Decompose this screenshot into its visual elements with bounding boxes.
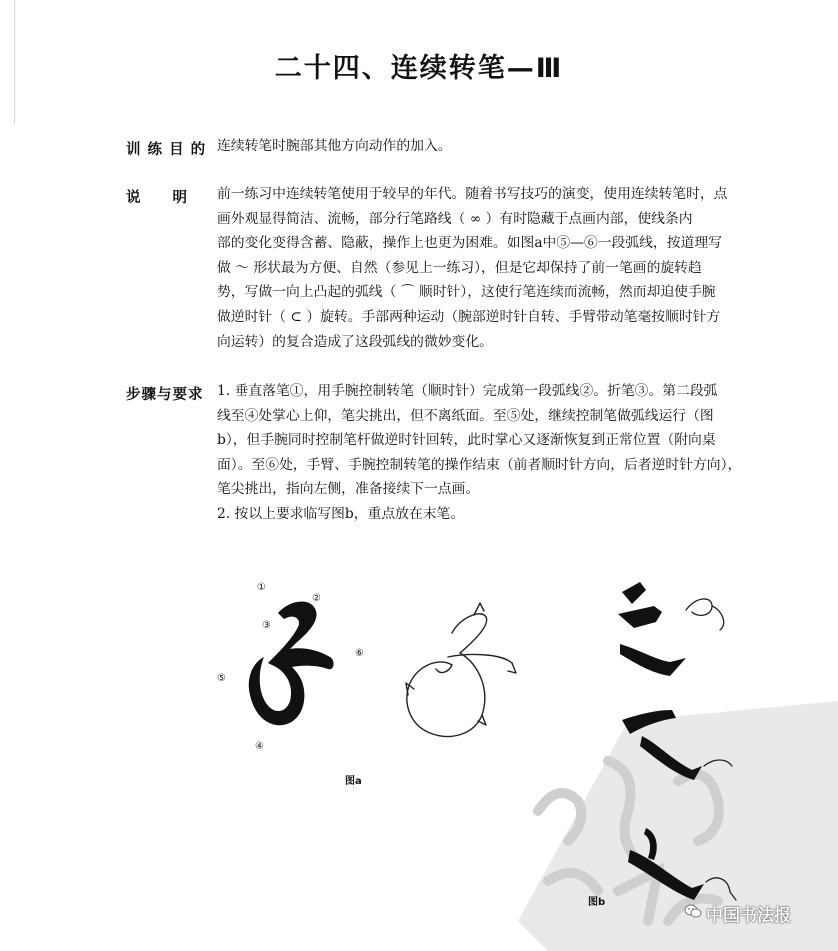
steps-line: 1. 垂直落笔①，用手腕控制转笔（顺时针）完成第一段弧线②。折笔③。第二段弧 bbox=[217, 383, 718, 399]
explanation-line: 画外观显得简洁、流畅，部分行笔路线（ ∞ ）有时隐藏于点画内部，使线条内 bbox=[217, 210, 693, 227]
steps-text bbox=[217, 379, 747, 527]
page-title: 二十四、连续转笔—Ⅲ bbox=[274, 53, 564, 84]
purpose-line: 连续转笔时腕部其他方向动作的加入。 bbox=[217, 138, 452, 154]
figure-a-marker-3: ③ bbox=[262, 620, 271, 631]
section-label-steps: 步骤与要求 bbox=[126, 387, 204, 403]
figure-a-marker-6: ⑥ bbox=[355, 648, 364, 659]
figure-a-stroke-path bbox=[390, 595, 540, 755]
steps-line: 线至④处掌心上仰，笔尖挑出，但不离纸面。至⑤处，继续控制笔做弧线运行（图 bbox=[217, 407, 714, 424]
figure-b-characters bbox=[600, 570, 740, 910]
steps-line: b），但手腕同时控制笔杆做逆时针回转，此时掌心又逐渐恢复到正常位置（附向桌 bbox=[217, 432, 716, 449]
figure-a-marker-1: ① bbox=[257, 582, 266, 593]
explanation-line: 做逆时针（ ⊂ ）旋转。手部两种运动（腕部逆时针自转、手臂带动笔毫按顺时针方 bbox=[217, 308, 721, 325]
explanation-line: 向运转）的复合造成了这段弧线的微妙变化。 bbox=[217, 333, 493, 350]
steps-line: 2. 按以上要求临写图b，重点放在末笔。 bbox=[217, 505, 465, 522]
figure-a-caption: 图a bbox=[345, 776, 362, 787]
explanation-line: 前一练习中连续转笔使用于较早的年代。随着书写技巧的演变，使用连续转笔时，点 bbox=[217, 186, 728, 202]
figure-b-caption: 图b bbox=[588, 897, 606, 908]
figure-a-marker-5: ⑤ bbox=[217, 673, 226, 684]
watermark-label: 中国书法报 bbox=[706, 906, 791, 926]
explanation-text bbox=[217, 182, 747, 354]
explanation-line: 势，写做一向上凸起的弧线（ ⌒ 顺时针），这使行笔连续而流畅，然而却迫使手腕 bbox=[217, 284, 716, 301]
section-label-purpose: 训 练 目 的 bbox=[126, 142, 207, 158]
figure-a-marker-4: ④ bbox=[255, 741, 264, 752]
explanation-line: 做 ～ 形状最为方便、自然（参见上一练习），但是它却保持了前一笔画的旋转趋 bbox=[217, 259, 702, 276]
section-label-explanation: 说 明 bbox=[126, 190, 188, 206]
purpose-text bbox=[217, 134, 747, 159]
explanation-line: 部的变化变得含蓄、隐蔽，操作上也更为困难。如图a中⑤—⑥一段弧线，按道理写 bbox=[217, 235, 722, 252]
figure-a-marker-2: ② bbox=[312, 593, 321, 604]
wechat-icon bbox=[684, 902, 702, 920]
steps-line: 面）。至⑥处，手臂、手腕控制转笔的操作结束（前者顺时针方向，后者逆时针方向）， bbox=[217, 456, 742, 473]
steps-line: 笔尖挑出，指向左侧，准备接续下一点画。 bbox=[217, 481, 480, 498]
figure-a-character bbox=[220, 585, 360, 755]
